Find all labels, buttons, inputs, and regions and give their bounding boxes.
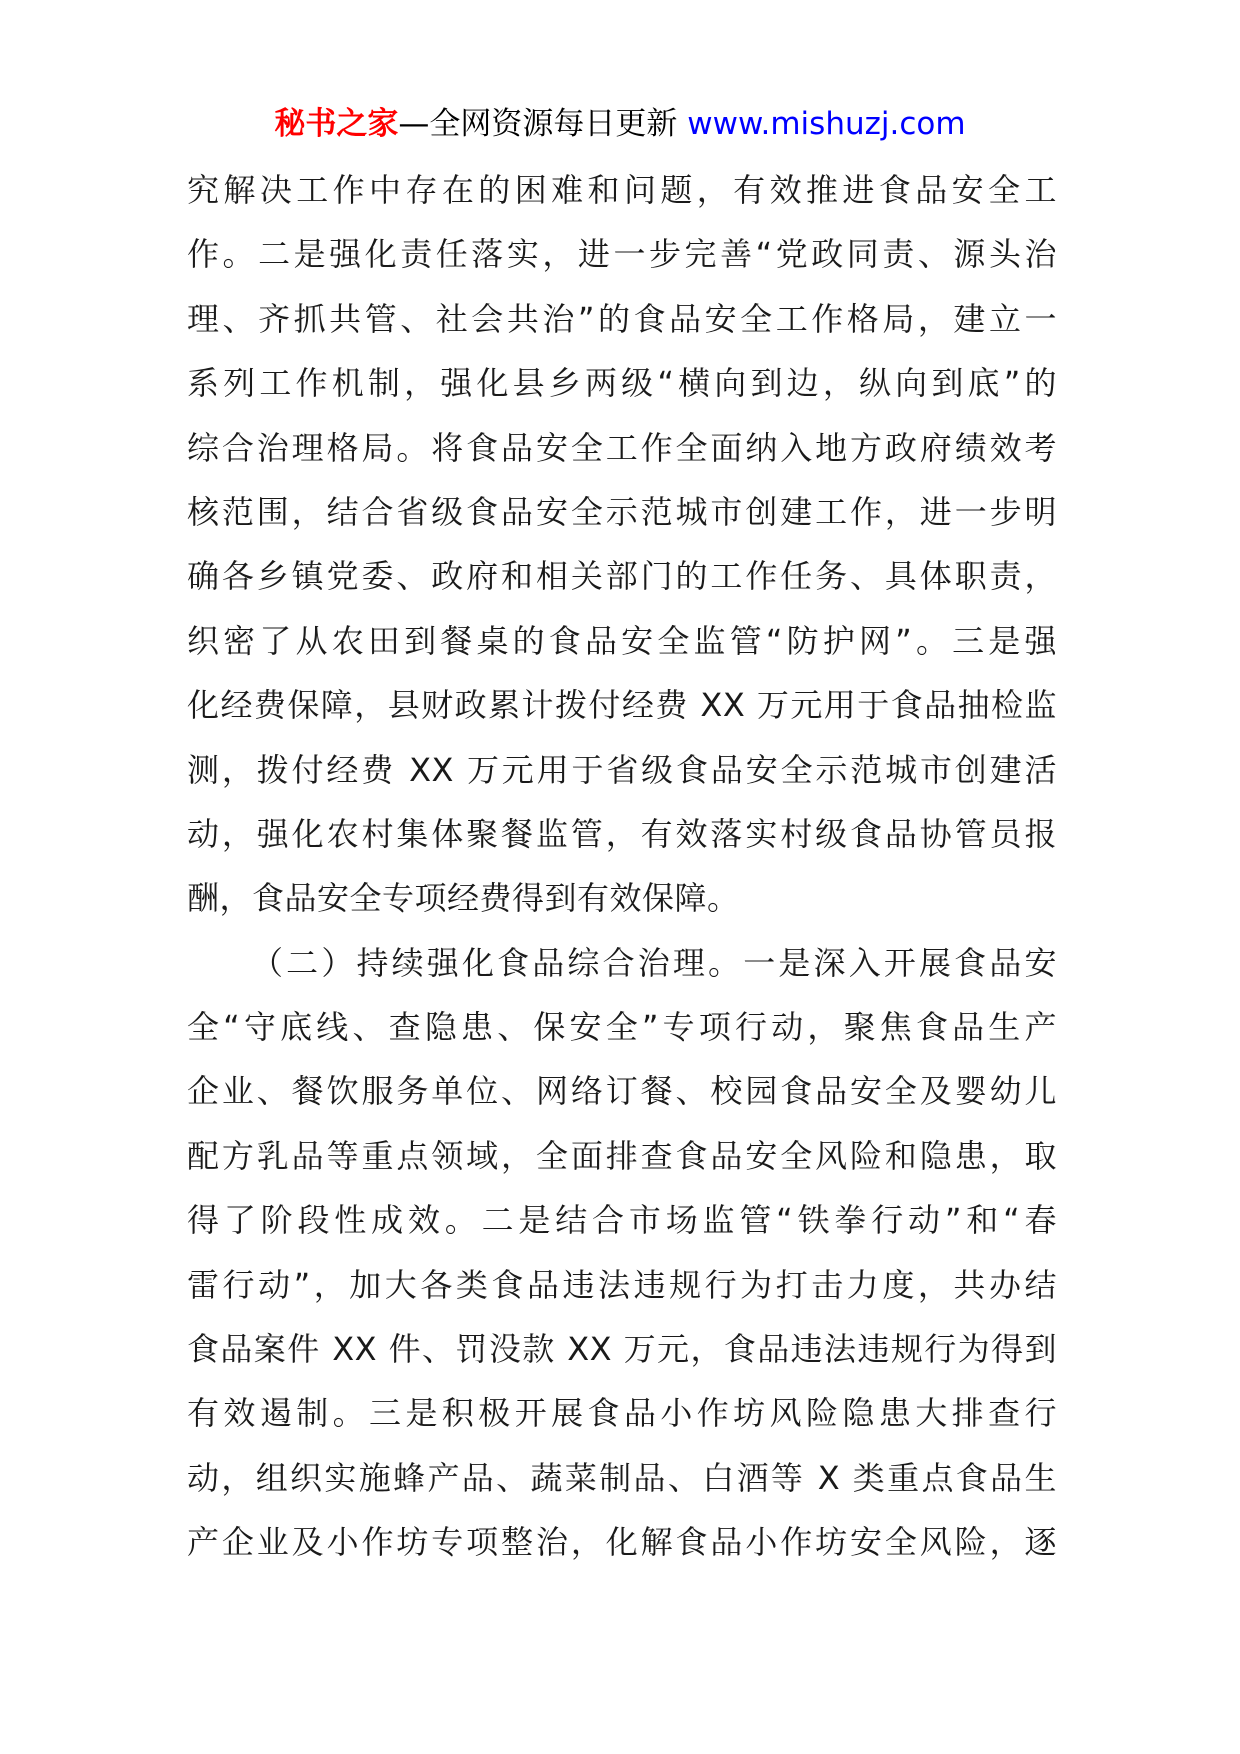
body-line: 产企业及小作坊专项整治，化解食品小作坊安全风险，逐	[187, 1523, 1057, 1562]
body-line: 测，拨付经费 XX 万元用于省级食品安全示范城市创建活	[187, 750, 1057, 789]
header-tagline: —全网资源每日更新	[398, 106, 688, 142]
body-line: 雷行动”，加大各类食品违法违规行为打击力度，共办结	[187, 1265, 1057, 1304]
body-line: 全“守底线、查隐患、保安全”专项行动，聚焦食品生产	[187, 1008, 1057, 1047]
body-line: 化经费保障，县财政累计拨付经费 XX 万元用于食品抽检监	[187, 686, 1057, 725]
body-line: 综合治理格局。将食品安全工作全面纳入地方政府绩效考	[187, 428, 1057, 467]
body-line: 得了阶段性成效。二是结合市场监管“铁拳行动”和“春	[187, 1201, 1057, 1240]
page-header-watermark	[0, 100, 1240, 148]
body-line: 有效遏制。三是积极开展食品小作坊风险隐患大排查行	[187, 1394, 1057, 1433]
site-url-link[interactable]: www.mishuzj.com	[687, 106, 966, 142]
brand-name: 秘书之家	[274, 106, 399, 142]
body-line: 动，强化农村集体聚餐监管，有效落实村级食品协管员报	[187, 814, 1057, 853]
body-line-paragraph-end: 酬，食品安全专项经费得到有效保障。	[187, 879, 740, 918]
body-line: 确各乡镇党委、政府和相关部门的工作任务、具体职责，	[187, 557, 1057, 596]
body-line: 核范围，结合省级食品安全示范城市创建工作，进一步明	[187, 492, 1057, 531]
body-line: 理、齐抓共管、社会共治”的食品安全工作格局，建立一	[187, 299, 1057, 338]
body-line-paragraph-start: （二）持续强化食品综合治理。一是深入开展食品安	[251, 943, 1057, 982]
body-line: 企业、餐饮服务单位、网络订餐、校园食品安全及婴幼儿	[187, 1072, 1057, 1111]
body-line: 系列工作机制，强化县乡两级“横向到边，纵向到底”的	[187, 364, 1057, 403]
document-body	[187, 158, 1057, 1575]
body-line: 配方乳品等重点领域，全面排查食品安全风险和隐患，取	[187, 1136, 1057, 1175]
body-line: 究解决工作中存在的困难和问题，有效推进食品安全工	[187, 171, 1057, 209]
body-line: 织密了从农田到餐桌的食品安全监管“防护网”。三是强	[187, 621, 1057, 660]
body-line: 动，组织实施蜂产品、蔬菜制品、白酒等 X 类重点食品生	[187, 1458, 1057, 1497]
body-line: 食品案件 XX 件、罚没款 XX 万元，食品违法违规行为得到	[187, 1330, 1057, 1369]
body-line: 作。二是强化责任落实，进一步完善“党政同责、源头治	[187, 235, 1057, 274]
